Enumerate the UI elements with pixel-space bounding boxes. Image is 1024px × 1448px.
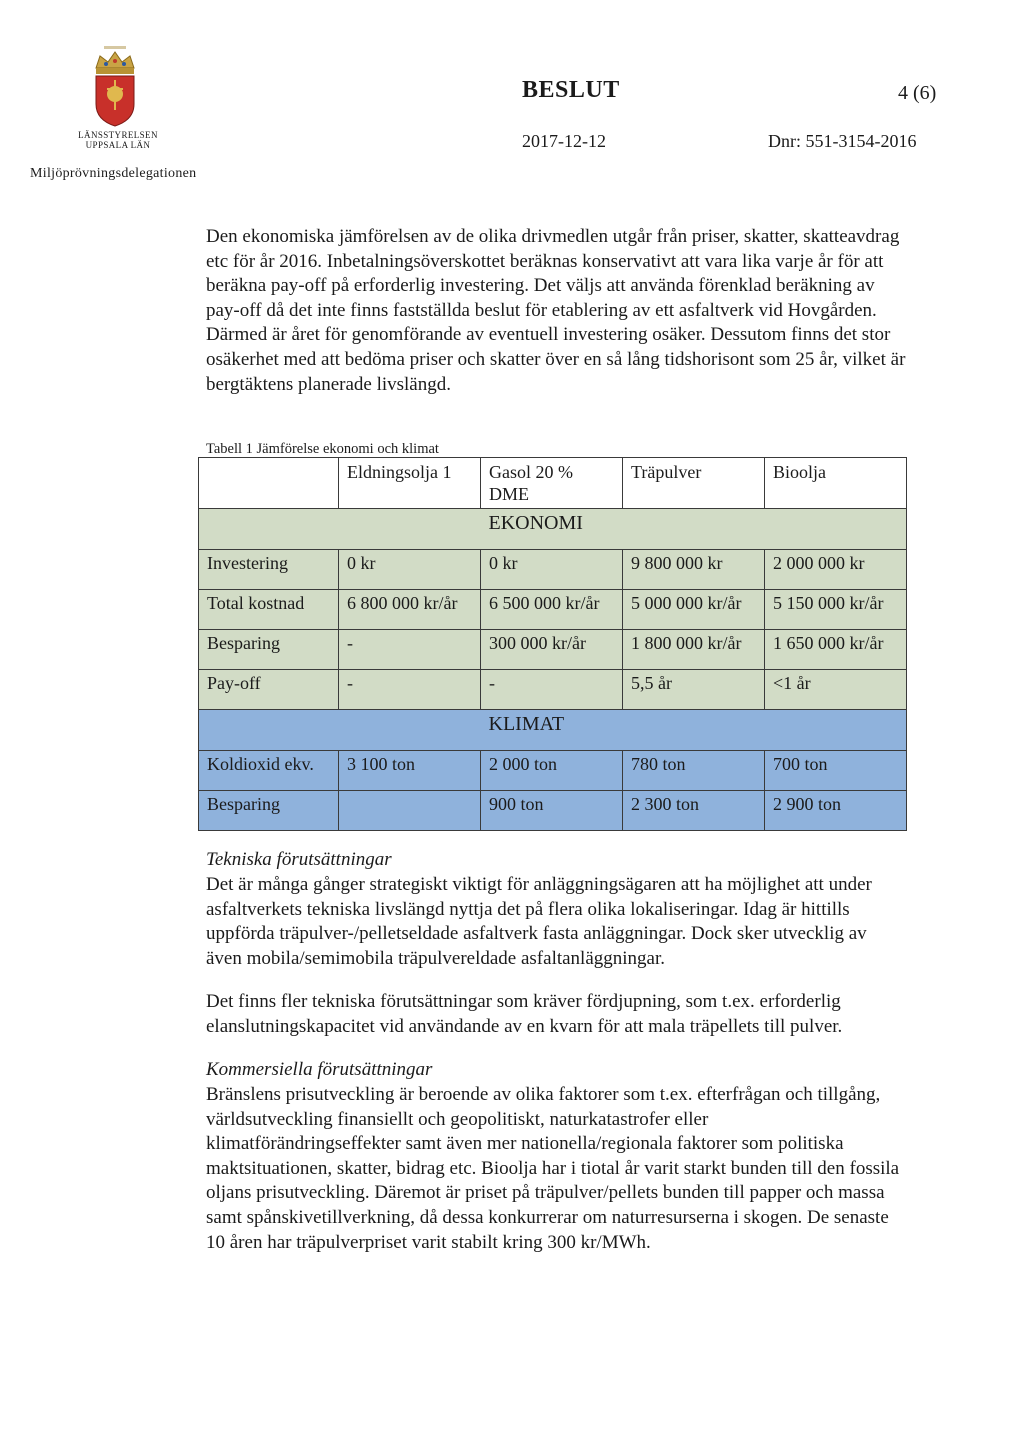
row-label: Besparing: [199, 630, 339, 670]
section-heading-technical: Tekniska förutsättningar: [206, 849, 392, 870]
economy-band-label: EKONOMI: [339, 509, 907, 550]
department-name: Miljöprövningsdelegationen: [30, 166, 197, 181]
table-cell: 2 000 000 kr: [765, 550, 907, 590]
economy-band-row: [199, 509, 907, 550]
table-row: [199, 590, 907, 630]
header-cell: Eldningsolja 1: [339, 458, 481, 509]
table-cell: 2 900 ton: [765, 791, 907, 831]
band-spacer: [199, 509, 339, 550]
table-row: [199, 791, 907, 831]
table-cell: 700 ton: [765, 751, 907, 791]
agency-line-2: UPPSALA LÄN: [85, 140, 151, 150]
table-cell: 5 150 000 kr/år: [765, 590, 907, 630]
table-cell: -: [339, 630, 481, 670]
header-cell: Gasol 20 % DME: [481, 458, 623, 509]
comparison-table: [198, 457, 907, 831]
table-row: [199, 550, 907, 590]
table-cell: 780 ton: [623, 751, 765, 791]
document-date: 2017-12-12: [522, 131, 606, 151]
coat-of-arms-icon: [86, 44, 144, 130]
row-label: Investering: [199, 550, 339, 590]
technical-paragraph-2: Det finns fler tekniska förutsättningar som kräver fördjupning, som t.ex. erforderlig elanslutningskapacitet vid användande av en kvarn för att mala träpellets till pulver.: [206, 991, 843, 1037]
table-cell: 900 ton: [481, 791, 623, 831]
table-cell: 2 300 ton: [623, 791, 765, 831]
table-cell: 300 000 kr/år: [481, 630, 623, 670]
table-cell: 6 800 000 kr/år: [339, 590, 481, 630]
agency-name: [70, 130, 166, 150]
table-cell: 5,5 år: [623, 670, 765, 710]
row-label: Pay-off: [199, 670, 339, 710]
page-number: 4 (6): [898, 82, 937, 104]
table-cell: <1 år: [765, 670, 907, 710]
section-heading-commercial: Kommersiella förutsättningar: [206, 1059, 433, 1080]
row-label: Total kostnad: [199, 590, 339, 630]
table-cell: 6 500 000 kr/år: [481, 590, 623, 630]
table-cell: 5 000 000 kr/år: [623, 590, 765, 630]
table-cell: 1 800 000 kr/år: [623, 630, 765, 670]
table-cell: 9 800 000 kr: [623, 550, 765, 590]
table-caption: Tabell 1 Jämförelse ekonomi och klimat: [206, 441, 439, 457]
header-cell: Bioolja: [765, 458, 907, 509]
table-row: [199, 630, 907, 670]
document-dnr: Dnr: 551-3154-2016: [768, 131, 917, 151]
commercial-paragraph-1: Bränslens prisutveckling är beroende av olika faktorer som t.ex. efterfrågan och tillgång, världsutveckling finansiellt och geopolitiskt, naturkatastrofer eller klimatförändringseffekter samt även mer nationella/regionala faktorer som politiska maktsituationen, skatter, bidrag etc. Bioolja har i tiotal år varit starkt bunden till den fossila oljans prisutveckling. Däremot är priset på träpulver/pellets bunden till papper och massa samt spånskivetillverkning, då dessa konkurrerar om naturresurserna i skogen. De senaste 10 åren har träpulverpriset varit stabilt kring 300 kr/MWh.: [206, 1084, 900, 1253]
technical-paragraph-1: Det är många gånger strategiskt viktigt för anläggningsägaren att ha möjlighet att under asfaltverkets tekniska livslängd nyttja det på flera olika lokaliseringar. Idag är hittills uppförda träpulver-/pelletseldade asfaltverk fasta anläggningar. Dock sker utvecklig av även mobila/semimobila träpulvereldade asfaltanläggningar.: [206, 874, 872, 969]
table-row: [199, 751, 907, 791]
table-cell: 2 000 ton: [481, 751, 623, 791]
table-cell: 3 100 ton: [339, 751, 481, 791]
agency-line-1: LÄNSSTYRELSEN: [78, 130, 158, 140]
document-type: BESLUT: [522, 77, 620, 103]
header-cell: [199, 458, 339, 509]
table-header-row: [199, 458, 907, 509]
band-spacer: [199, 710, 339, 751]
table-row: [199, 670, 907, 710]
row-label: Koldioxid ekv.: [199, 751, 339, 791]
climate-band-label: KLIMAT: [339, 710, 907, 751]
row-label: Besparing: [199, 791, 339, 831]
table-cell: 1 650 000 kr/år: [765, 630, 907, 670]
table-cell: -: [481, 670, 623, 710]
table-cell: -: [339, 670, 481, 710]
header-cell: Träpulver: [623, 458, 765, 509]
table-cell: 0 kr: [481, 550, 623, 590]
table-cell: [339, 791, 481, 831]
intro-paragraph: Den ekonomiska jämförelsen av de olika drivmedlen utgår från priser, skatter, skatteavdrag etc för år 2016. Inbetalningsöverskottet beräknas konservativt att vara lika varje år för att beräkna pay-off på erforderlig investering. Det väljs att använda förenklad beräkning av pay-off då det inte finns fastställda beslut för etablering av ett asfaltverk vid Hovgården. Därmed är året för genomförande av eventuell investering osäker. Dessutom finns det stor osäkerhet med att bedöma priser och skatter över en så lång tidshorisont som 25 år, vilket är bergtäktens planerade livslängd.: [206, 226, 906, 395]
table-cell: 0 kr: [339, 550, 481, 590]
climate-band-row: [199, 710, 907, 751]
